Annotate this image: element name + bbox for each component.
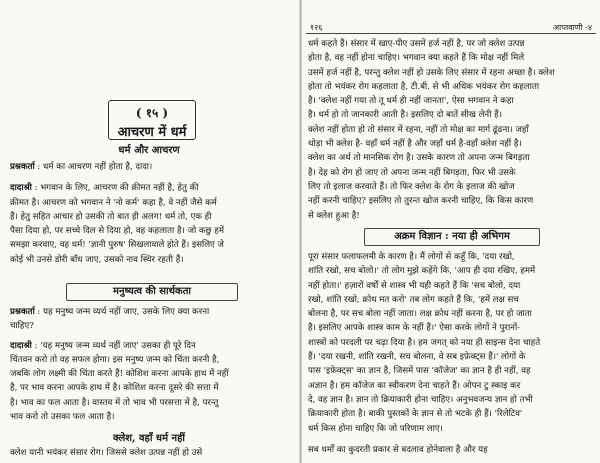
qa-block-2 [10,305,292,424]
body-line: से क्लेश हुआ है! [308,210,360,221]
body-line: है। 'क्लेश नहीं गया तो तू धर्म ही नहीं जानता', ऐसा भगवान ने कहा [308,96,514,107]
answer-line: भाव करो तो उसका फल आता है। [10,412,115,423]
answer-line: हैं। हेतु सहित आचार हो उसकी तो बात ही अलग! धर्म तो, एक ही [10,211,212,222]
answer-line: समझा करवाए, वह धर्म! 'ज्ञानी पुरुष' सिखलावाले होते हैं। इसलिए जे [10,240,224,251]
body-line: क्रियाकारी होता है। बाकी पुस्तकों के ज्ञान से तो भटके ही हैं। 'रिलेटिव' [308,409,523,420]
body-line: नहीं होता।' हज़ारों वर्षों से शास्त्र भी यही कहते हैं कि 'सच बोलो, दया [308,280,521,291]
right-page [306,0,596,463]
question-line: प्रश्नकर्ता : धर्म का आचरण नहीं होता है, दादा। [10,162,153,172]
header-rule [306,33,596,34]
body-line: है। इसलिए आपके शास्त्र काम के नहीं हैं।' ऐसा करके लोगों ने पुरानों- [308,323,521,334]
body-block-1 [308,37,594,223]
answer-line: क़ीमत है। आचरण को भगवान ने 'नो कर्म' कहा है, वे नहीं जैसे कर्म [10,197,217,208]
body-line: होता तो भयंकर रोग कहलाता है, टी.बी. से भी अधिक भयंकर रोग कहलाता [308,81,540,92]
body-line: थोड़ा भी क्लेश है- वहाँ धर्म नहीं है और जहाँ धर्म है-वहाँ क्लेश नहीं है। [308,139,522,150]
section-heading-dharma-aacharan: धर्म और आचरण [118,145,180,156]
body-line: क्लेश नहीं होता हो तो संसार में रहना, नहीं तो मोक्ष का मार्ग ढूंढना। जहाँ [308,124,529,135]
section-heading-manushyatva: मनुष्यत्व की सार्थकता [66,283,238,301]
body-line: सब धर्मों का कुदरती प्रकार से बदलाव होनेवाला है और यह [308,445,488,455]
body-line: बोलना है, पर सच बोला नहीं जाता। लक्ष क्रोध नहीं करना है, पर हो जाता [308,309,532,320]
qa-block-1 [10,160,292,267]
body-line: पूरा संसार फलाफलमी के कारण है। मैं लोगों से कहूँ कि, 'दया रखो, [308,252,515,262]
chapter-title: आचरण में धर्म [117,125,187,140]
page-number: १२६ [310,23,323,32]
book-title: आप्तवाणी -४ [553,23,592,32]
body-line: क्लेश यानी भयंकर संसार रोग। जिससे क्लेश उत्पन्न नहीं हो उसे [10,448,203,458]
body-line: शास्त्रों को परदली पर चढ़ा दिया है। हम जगत् को नया ही साइन्स देना चाहते [308,337,541,348]
chapter-number: ( १५ ) [135,106,169,120]
answer-line: है, पर भाव करना आपके हाथ में है। कोशिश करना दूसरे की सत्ता में [10,383,219,394]
section-heading-akram-vigyan: अक्रम विज्ञान : नया ही अभिगम [364,228,540,246]
body-line: दे, वह ज्ञान है। ज्ञान तो क्रियाकारी होना चाहिए। अनुभवजन्य ज्ञान हो तभी [308,394,533,405]
question-line: चाहिए? [10,321,34,332]
body-line: धर्म किस होना चाहिए कि जो परिणाम लाए। [308,423,443,434]
body-line: धर्म कहते हैं। संसार में खाए-पीए उसमें हर्ज नहीं है, पर जो क्लेश उत्पन्न [308,39,525,49]
answer-line: कोई भी उनसे डोरी बाँध जाए, उसको नाव स्थिर रहती हैं। [10,254,184,265]
body-line: उसमें हर्ज नहीं है, परन्तु क्लेश नहीं हो उसके लिए संसार में रहना अच्छा है। क्लेश [308,67,555,78]
body-line: है। देह को रोग हो जाए तो अपना जन्म नहीं बिगड़ता, फिर भी उसके [308,167,516,178]
body-line: अज्ञान है। हम कॉजेज का स्वीकरण देना चाहते हैं। ओपन टु स्काइ कर [308,380,521,391]
answer-line: पैसा दिया हो, पर सच्चे दिल से दिया हो, वह कहलाता है। जो कछु हमें [10,226,224,237]
body-line: होता है, वह नहीं होना चाहिए। भगवान क्या कहते हैं कि मोक्ष नहीं मिले [308,53,525,64]
answer-line: दादाश्री : भगवान के लिए, आचरण की क़ीमत नहीं है, हेतु की [10,183,199,194]
body-line: हैं। 'दया रखनी, शांति रखनी, सच बोलना, वे सब इफ़ेक्ट्स हैं।' लोगों के [308,352,526,363]
left-page [4,0,294,463]
answer-line: दादाश्री : 'यह मनुष्य जन्म व्यर्थ नहीं जाए' उसका ही पूरे दिन [10,340,196,351]
body-line: पास 'इफ़ेक्ट्स' का ज्ञान है, जिसमें पास 'कॉजेज' का ज्ञान है ही नहीं, वह [308,366,531,377]
body-line: नहीं करनी चाहिए? इसलिए तो तुरन्त खोज करनी चाहिए, कि किस कारण [308,196,534,207]
body-line: है। धर्म हो तो जानकारी आती है। इसलिए दो बातें सीख लेनी हैं। [308,110,502,121]
answer-line: जबकि लोग लक्ष्मी की चिंता करते हैं! कोशिश करना आपके हाथ में नहीं [10,369,229,380]
body-line: लिए तो इलाज करवाते हैं। तो फिर क्लेश के रोग के इलाज की खोज [308,181,515,192]
body-line: रखो, शांति रखो, क्रोध मत करो' तब लोग कहते हैं कि, 'हमें लक्ष सच [308,294,519,305]
body-block-2 [308,250,594,436]
answer-line: है। भाव का फल आता है। वास्तव में तो भाव भी परसत्ता में है, परन्तु [10,397,219,408]
answer-line: चिंतवन करो तो वह सफल होगा। इस मनुष्य जन्म को चिंता करनी है, [10,354,220,365]
question-line: प्रश्नकर्ता : यह मनुष्य जन्म व्यर्थ नहीं जाए, उसके लिए क्या करना [10,307,210,317]
book-gutter [299,0,302,463]
section-heading-klesh: क्लेश, वहाँ धर्म नहीं [113,433,185,444]
chapter-box [108,100,196,140]
body-line: शांति रखो, सच बोलो।' तो लोग मुझे कहेंगे कि, 'आप ही दया रखिए, हममें [308,266,536,277]
body-line: क्लेश का अर्थ तो मानसिक रोग है। उसके कारण तो अपना जन्म बिगड़ता [308,153,530,164]
